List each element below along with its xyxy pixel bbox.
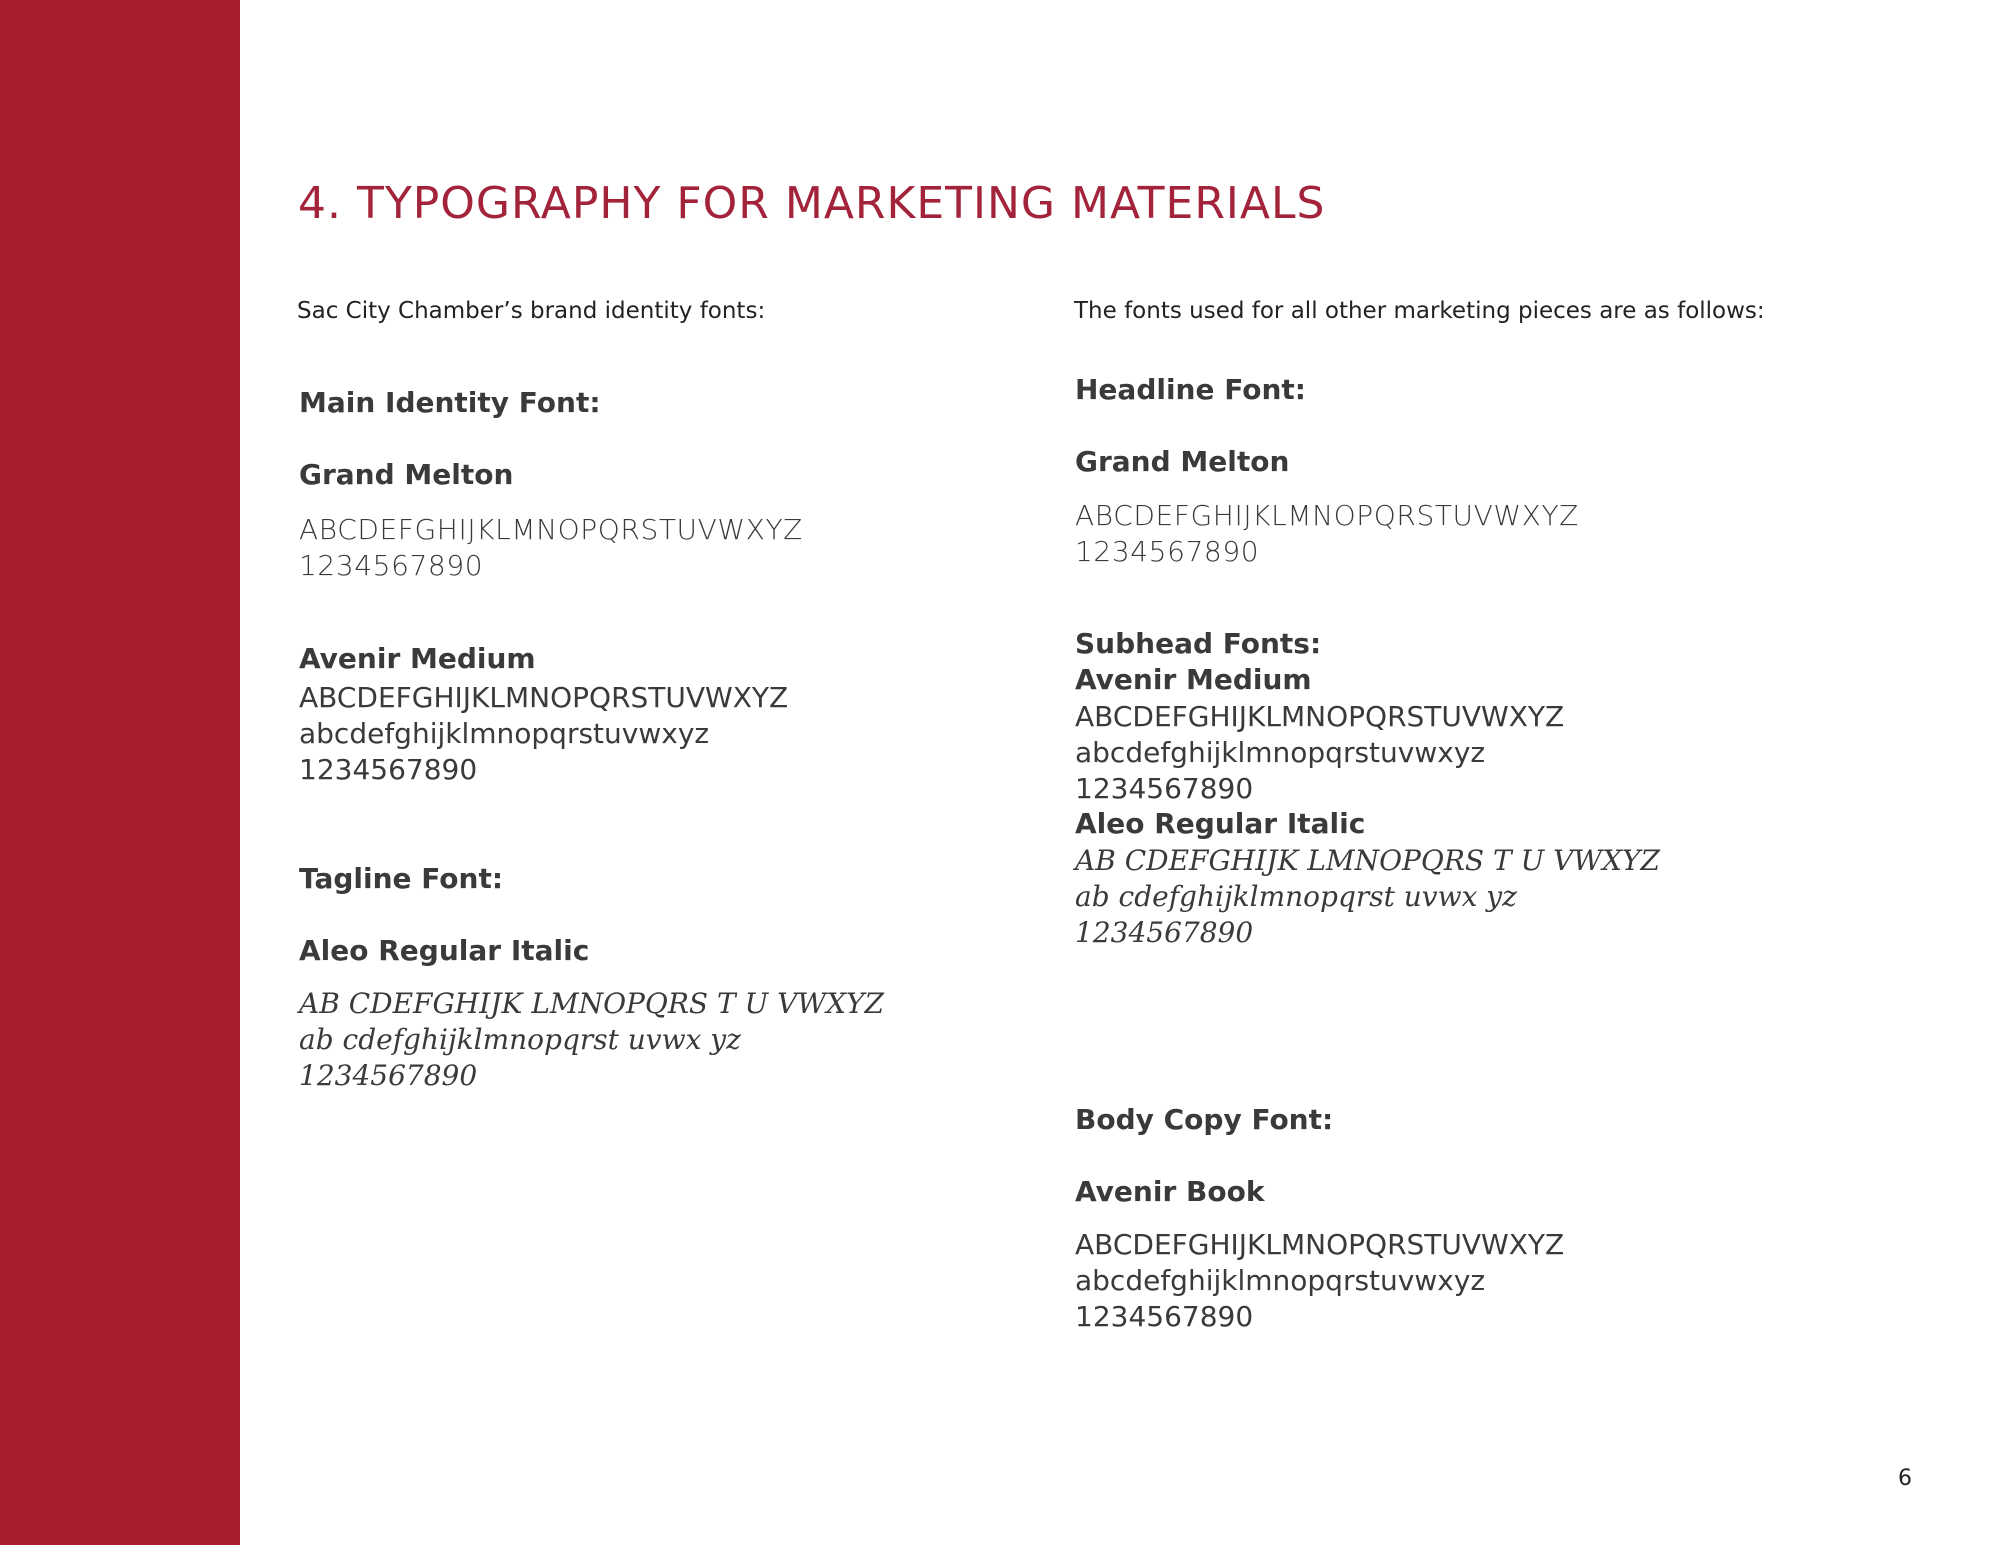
right-aleo-uppercase: AB CDEFGHIJK LMNOPQRS T U VWXYZ [1075,844,1660,877]
left-grand-melton-digits: 1234567890 [299,549,484,582]
left-grand-melton-uppercase: ABCDEFGHIJKLMNOPQRSTUVWXYZ [299,513,803,546]
right-avenir-book-digits: 1234567890 [1075,1300,1254,1333]
right-avenir-medium-lowercase: abcdefghijklmnopqrstuvwxyz [1075,736,1486,769]
right-avenir-medium-name: Avenir Medium [1075,663,1312,696]
sidebar-accent-bar [0,0,240,1545]
right-avenir-book-name: Avenir Book [1075,1175,1265,1208]
right-aleo-lowercase: ab cdefghijklmnopqrst uvwx yz [1075,880,1517,913]
right-avenir-book-uppercase: ABCDEFGHIJKLMNOPQRSTUVWXYZ [1075,1228,1565,1261]
tagline-font-heading: Tagline Font: [299,862,504,895]
left-avenir-medium-lowercase: abcdefghijklmnopqrstuvwxyz [299,717,710,750]
right-avenir-book-lowercase: abcdefghijklmnopqrstuvwxyz [1075,1264,1486,1297]
right-avenir-medium-digits: 1234567890 [1075,772,1254,805]
right-grand-melton-uppercase: ABCDEFGHIJKLMNOPQRSTUVWXYZ [1075,499,1579,532]
body-copy-font-heading: Body Copy Font: [1075,1103,1334,1136]
right-intro-text: The fonts used for all other marketing pieces are as follows: [1074,298,1765,324]
right-grand-melton-name: Grand Melton [1075,445,1290,478]
right-avenir-medium-uppercase: ABCDEFGHIJKLMNOPQRSTUVWXYZ [1075,700,1565,733]
main-identity-font-heading: Main Identity Font: [299,386,601,419]
left-aleo-uppercase: AB CDEFGHIJK LMNOPQRS T U VWXYZ [299,987,884,1020]
right-aleo-name: Aleo Regular Italic [1075,807,1366,840]
left-grand-melton-name: Grand Melton [299,458,514,491]
left-avenir-medium-uppercase: ABCDEFGHIJKLMNOPQRSTUVWXYZ [299,681,789,714]
page-number: 6 [1898,1466,1912,1491]
left-aleo-name: Aleo Regular Italic [299,934,590,967]
left-aleo-lowercase: ab cdefghijklmnopqrst uvwx yz [299,1023,741,1056]
headline-font-heading: Headline Font: [1075,373,1306,406]
left-intro-text: Sac City Chamber’s brand identity fonts: [297,298,766,324]
left-aleo-digits: 1234567890 [299,1059,478,1092]
left-avenir-medium-name: Avenir Medium [299,642,536,675]
right-grand-melton-digits: 1234567890 [1075,535,1260,568]
left-avenir-medium-digits: 1234567890 [299,753,478,786]
subhead-fonts-heading: Subhead Fonts: [1075,627,1322,660]
page-title: 4. TYPOGRAPHY FOR MARKETING MATERIALS [298,178,1326,229]
right-aleo-digits: 1234567890 [1075,916,1254,949]
